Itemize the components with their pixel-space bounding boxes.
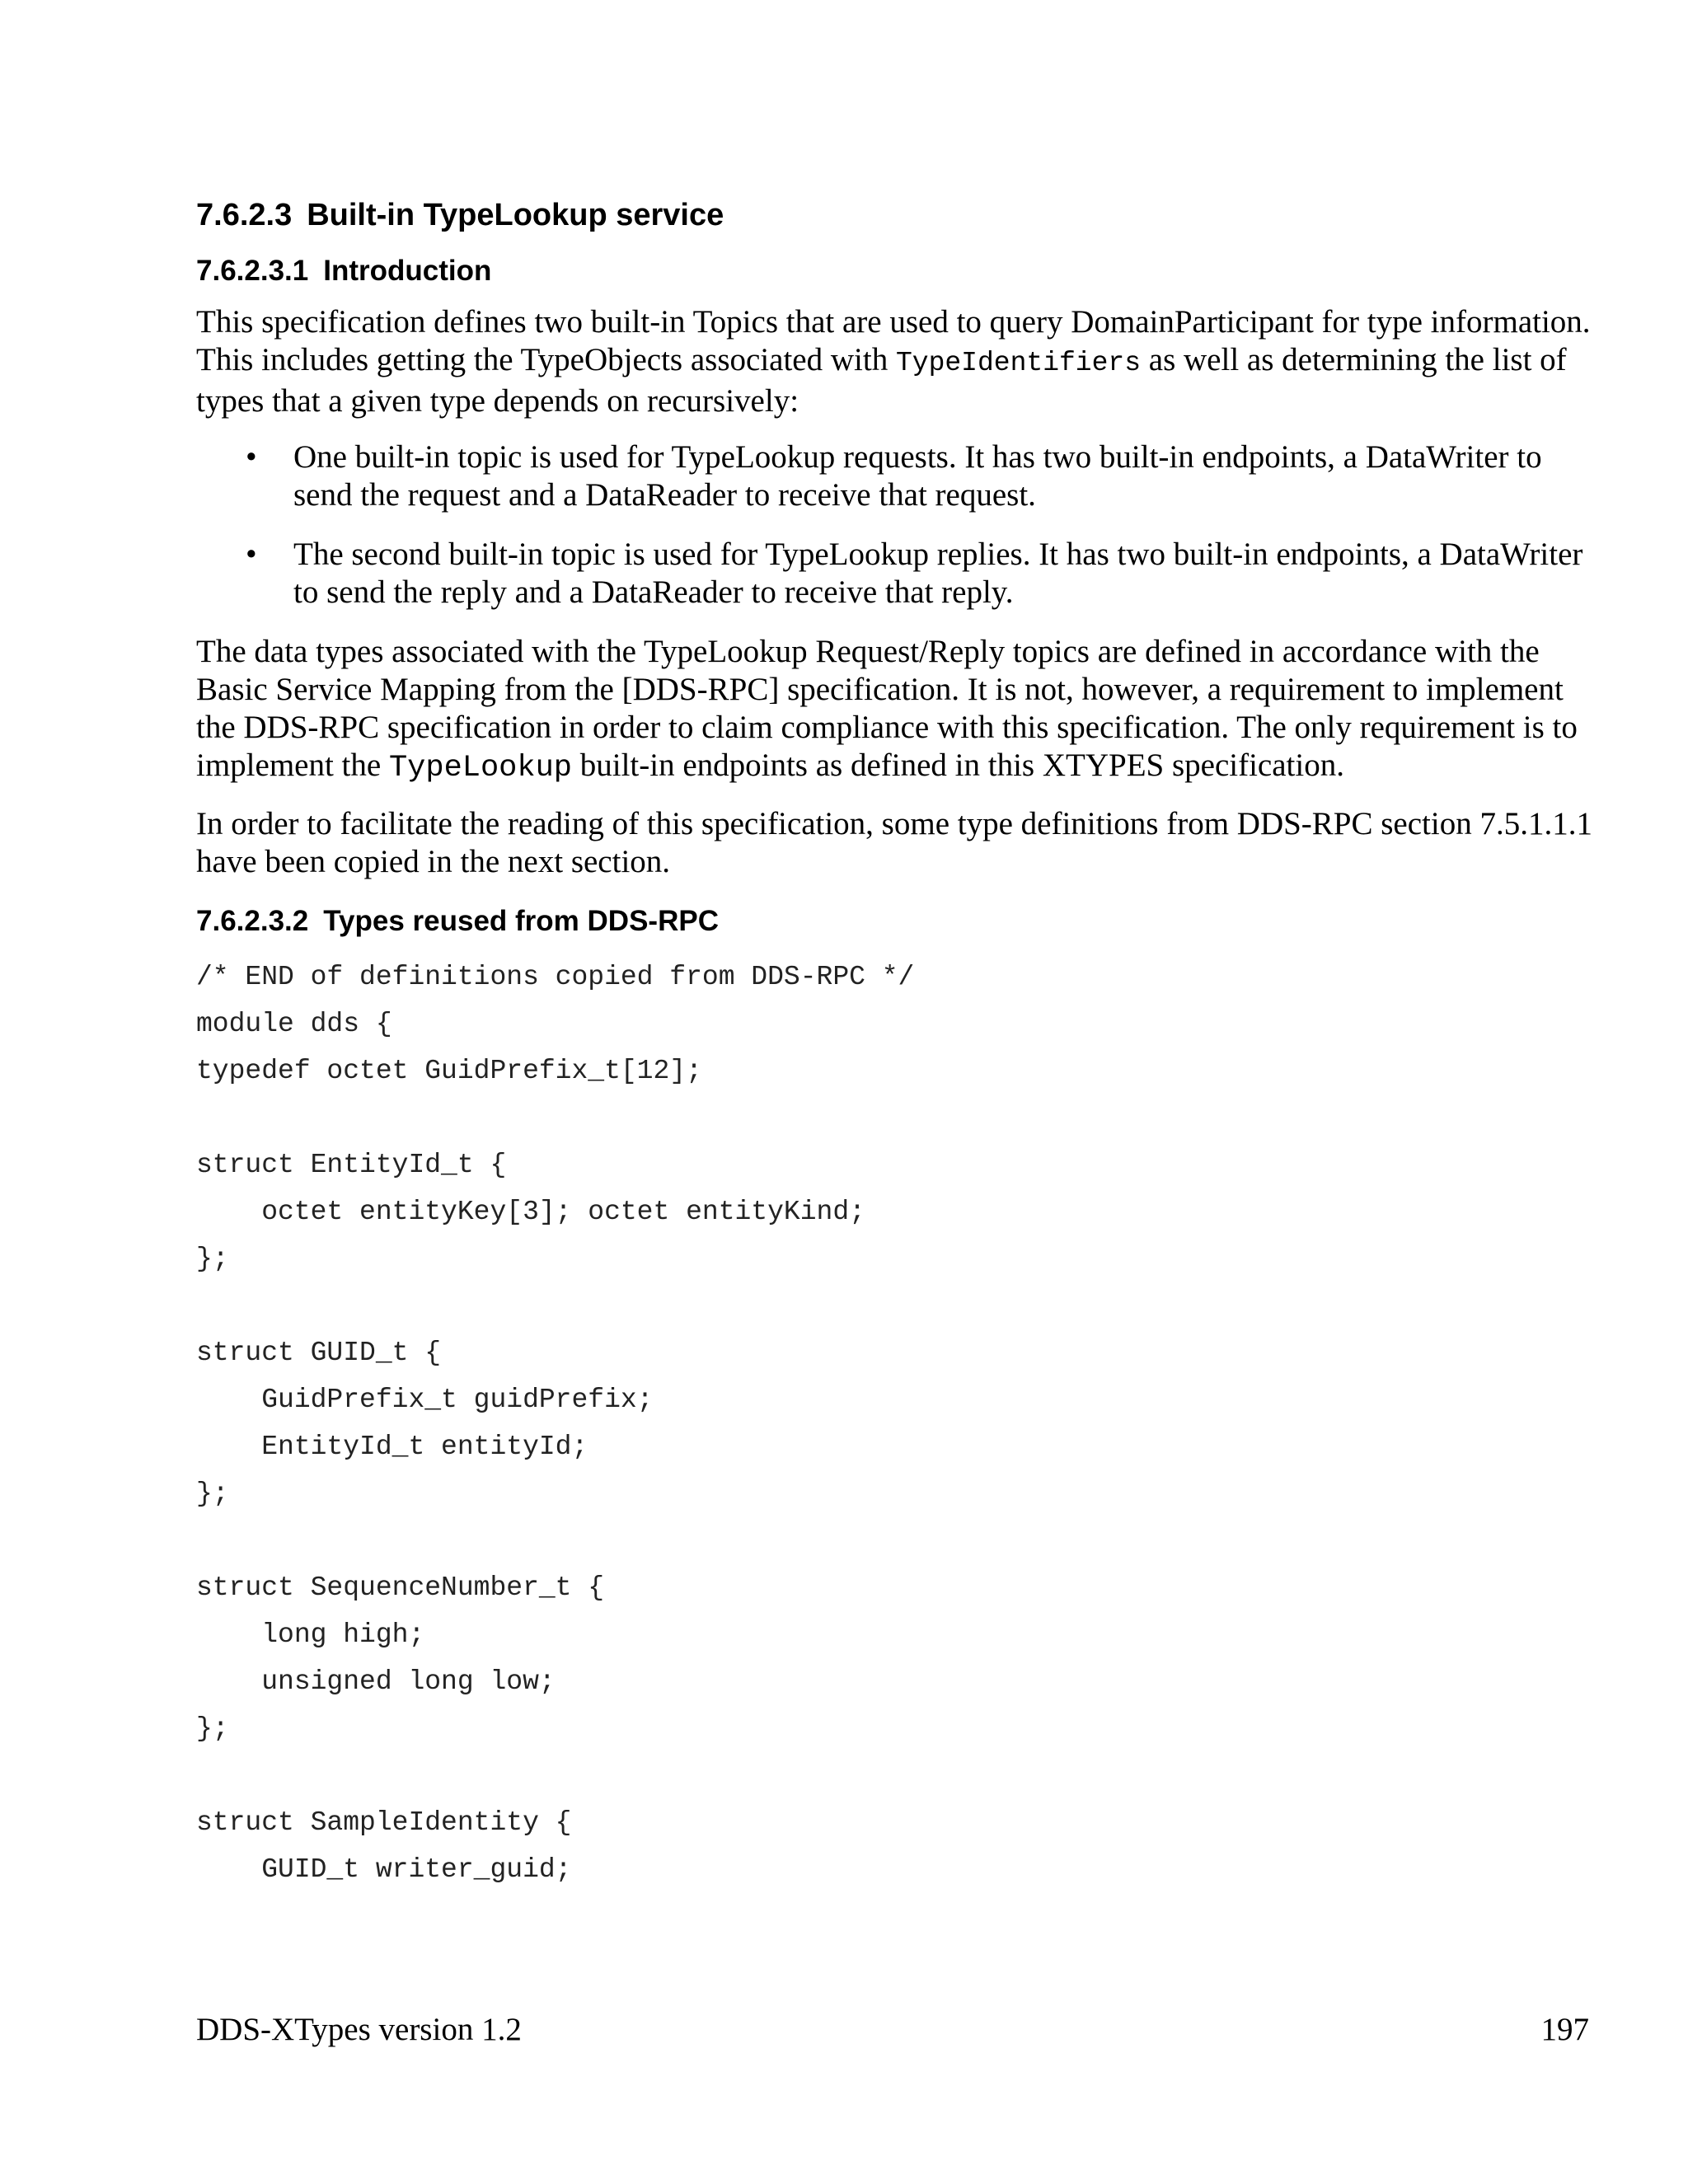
code-line: unsigned long low;: [196, 1666, 556, 1697]
intro-p2-text-a: The data types associated with the TypeLookup Request/Reply topics are defined in accordance with the Basic Service Mapping from the [DDS-RPC] specification. It is not, however, a requirement to implement the DDS-RPC specification in order to claim compliance with this specification. The only requirement is to implement the: [196, 634, 1578, 783]
list-item: [196, 438, 1597, 514]
code-line: module dds {: [196, 1009, 392, 1039]
intro-paragraph-3: In order to facilitate the reading of this specification, some type definitions from DDS-RPC section 7.5.1.1.1 have been copied in the next section.: [196, 806, 1592, 879]
list-item: [196, 536, 1597, 612]
intro-title: Introduction: [323, 255, 492, 287]
code-line: GUID_t writer_guid;: [196, 1854, 572, 1885]
intro-p1-text-b: as well as determining the list of types that a given type depends on recursively:: [196, 342, 1567, 419]
bullet-text: One built-in topic is used for TypeLookup requests. It has two built-in endpoints, a DataWriter to send the request and a DataReader to receive that request.: [293, 439, 1542, 513]
intro-number: 7.6.2.3.1: [196, 255, 309, 287]
code-block: [196, 954, 1597, 1893]
code-line: };: [196, 1244, 229, 1274]
code-line: struct EntityId_t {: [196, 1150, 507, 1180]
code-line: EntityId_t entityId;: [196, 1432, 588, 1462]
code-line: long high;: [196, 1619, 425, 1650]
code-line: GuidPrefix_t guidPrefix;: [196, 1385, 654, 1415]
types-title: Types reused from DDS-RPC: [323, 905, 719, 937]
code-line: struct SampleIdentity {: [196, 1807, 572, 1838]
section-heading: [196, 196, 1597, 234]
page-content: [196, 196, 1597, 1893]
footer-doc-title: DDS-XTypes version 1.2: [196, 2012, 522, 2047]
intro-heading: [196, 254, 1597, 288]
code-line: /* END of definitions copied from DDS-RPC */: [196, 962, 915, 992]
type-identifiers-code: TypeIdentifiers: [895, 348, 1142, 378]
intro-p1-text-a: This specification defines two built-in Topics that are used to query DomainParticipant for type information. This includes getting the TypeObjects associated with: [196, 304, 1591, 377]
bullet-icon: •: [246, 537, 257, 572]
code-line: [196, 1752, 1597, 1799]
code-line: };: [196, 1479, 229, 1509]
bullet-list: [196, 438, 1597, 612]
bullet-text: The second built-in topic is used for TypeLookup replies. It has two built-in endpoints, a DataWriter to send the reply and a DataReader to receive that reply.: [293, 537, 1583, 610]
page-footer: [196, 2011, 1589, 2049]
code-line: typedef octet GuidPrefix_t[12];: [196, 1056, 702, 1086]
section-title: Built-in TypeLookup service: [307, 198, 724, 232]
types-heading: [196, 904, 1597, 939]
intro-p2-text-b: built-in endpoints as defined in this XTYPES specification.: [572, 748, 1344, 783]
intro-paragraph-1: [196, 303, 1597, 420]
code-line: struct GUID_t {: [196, 1338, 442, 1368]
code-line: octet entityKey[3]; octet entityKind;: [196, 1197, 865, 1227]
intro-paragraph-2: [196, 633, 1597, 787]
footer-page-number: 197: [1540, 2012, 1589, 2047]
types-number: 7.6.2.3.2: [196, 905, 309, 937]
code-line: };: [196, 1713, 229, 1744]
bullet-icon: •: [246, 439, 257, 475]
section-number: 7.6.2.3: [196, 198, 293, 232]
code-line: [196, 1094, 1597, 1141]
code-line: struct SequenceNumber_t {: [196, 1572, 605, 1603]
code-line: [196, 1282, 1597, 1329]
code-line: [196, 1517, 1597, 1564]
typelookup-code: TypeLookup: [388, 751, 572, 785]
